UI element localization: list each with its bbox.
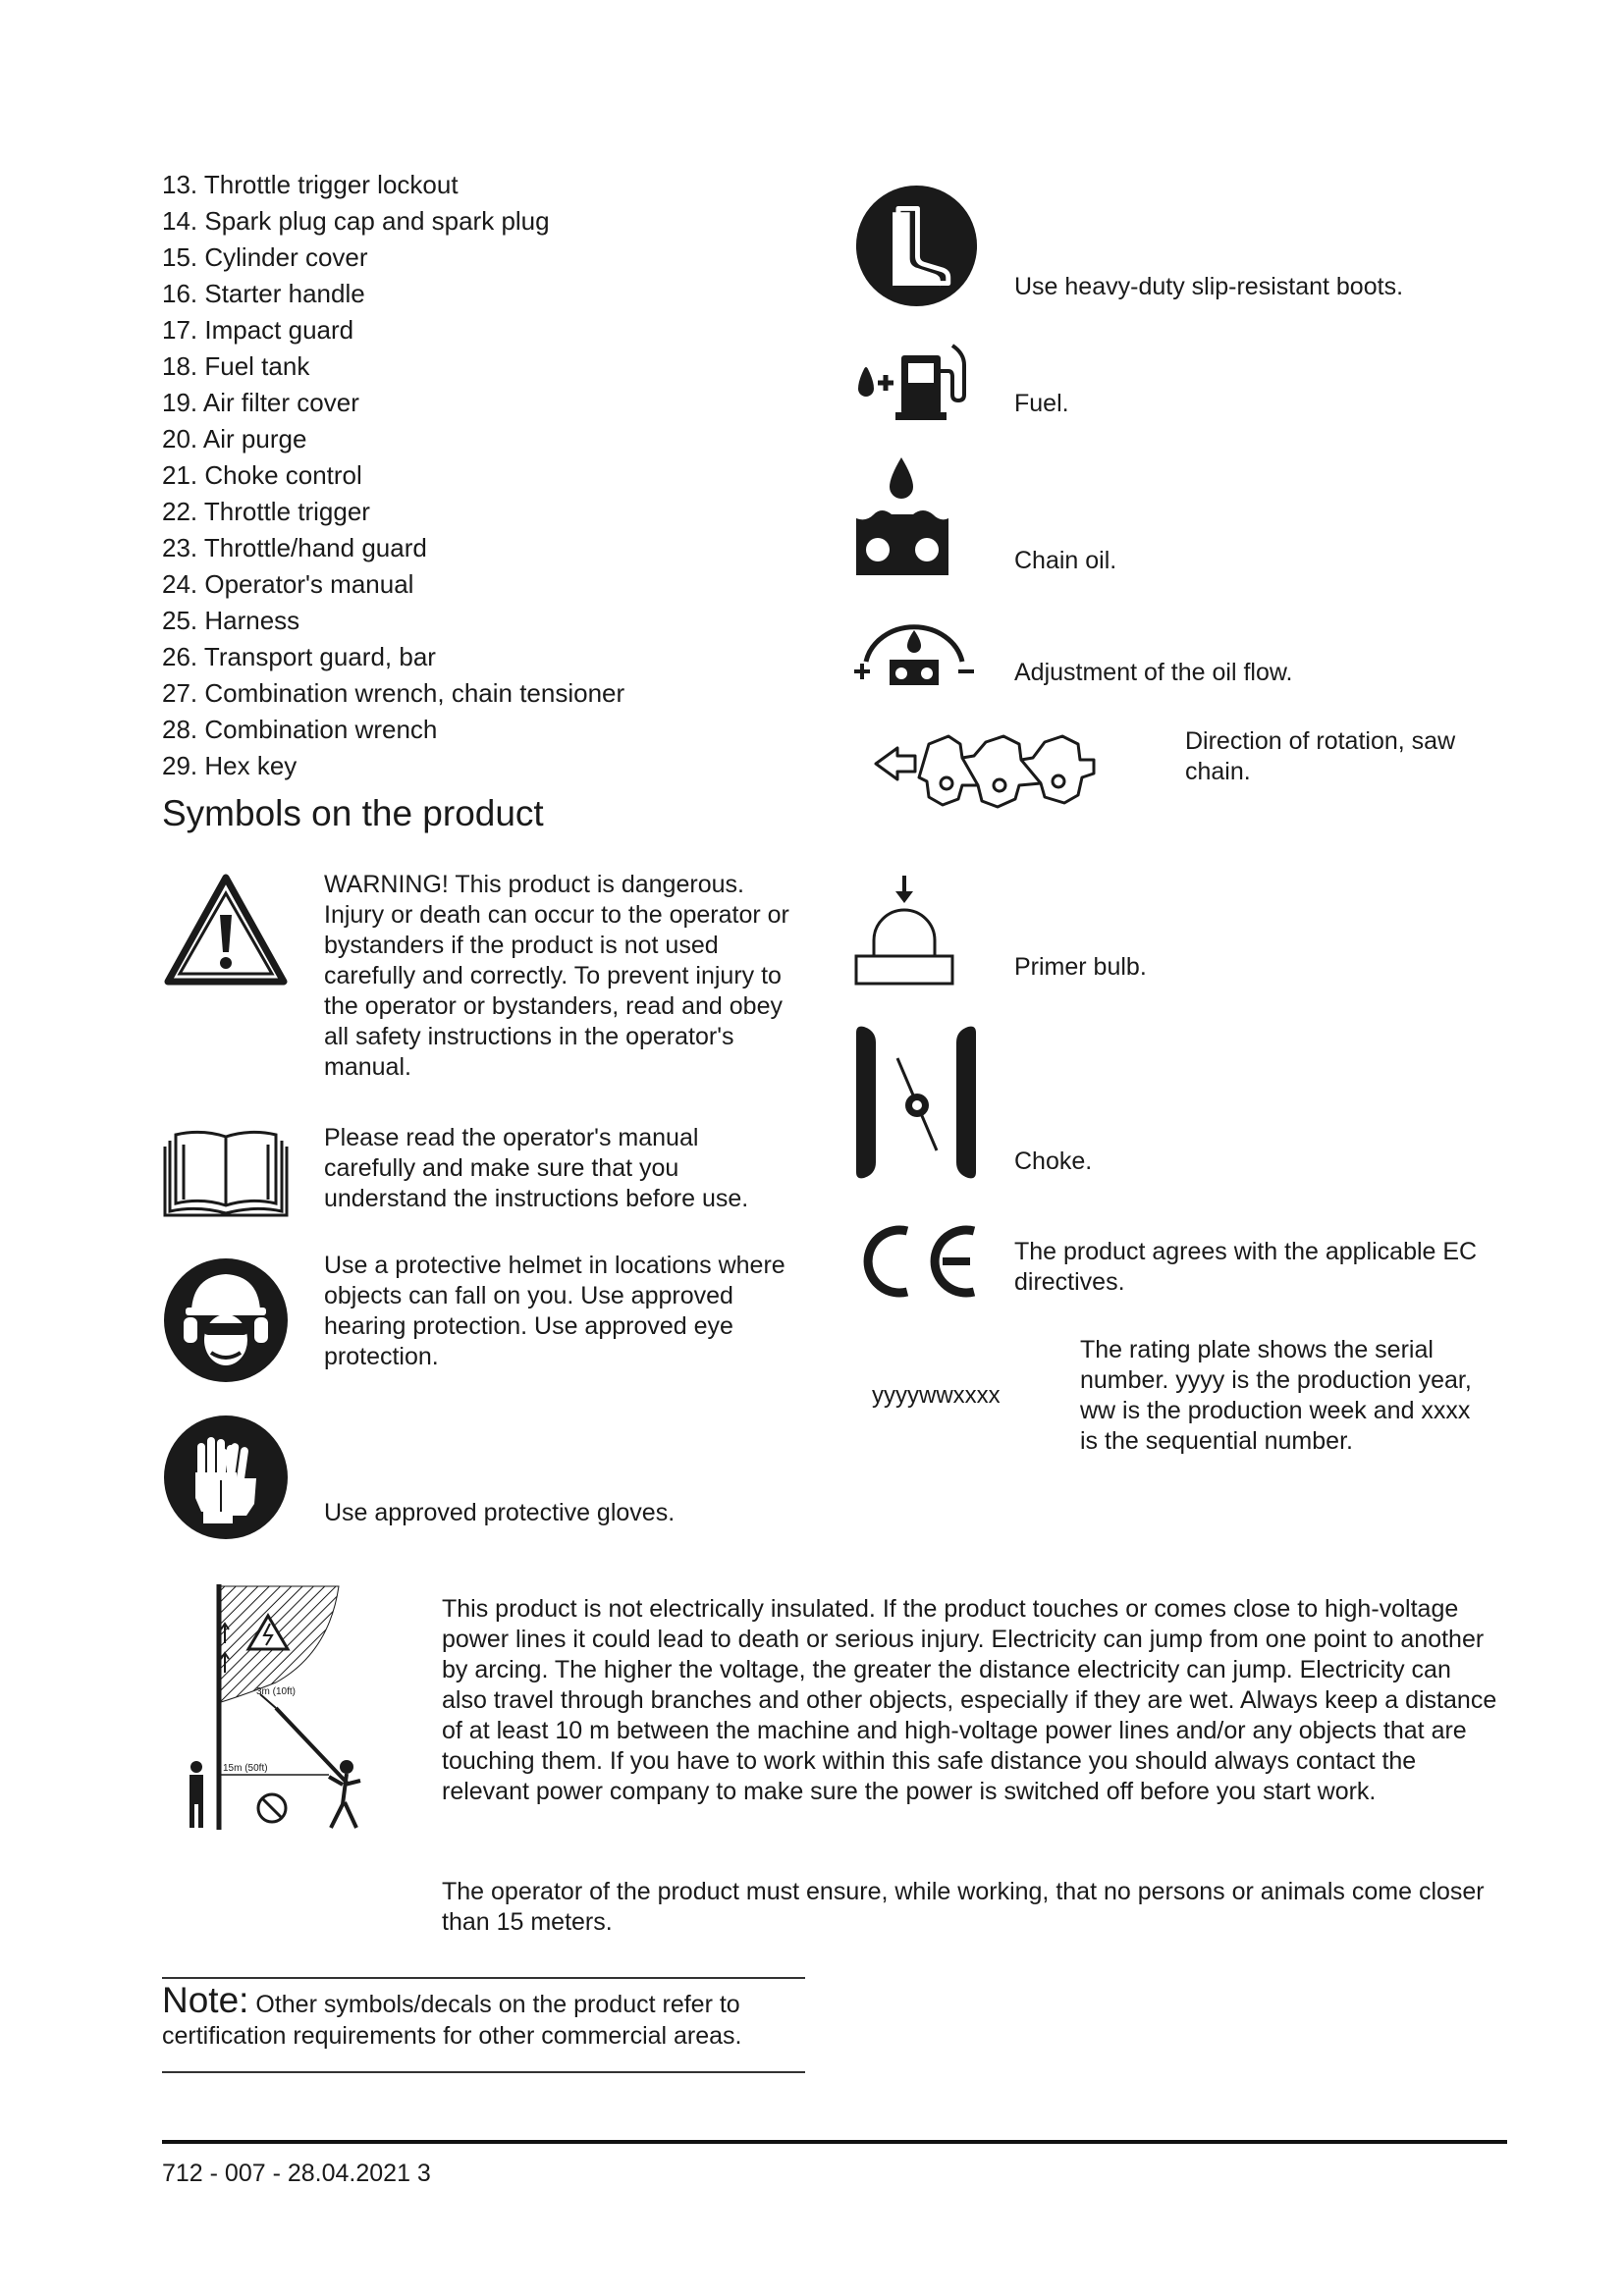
ce-mark-icon bbox=[852, 1221, 980, 1302]
choke-text: Choke. bbox=[1014, 1148, 1093, 1175]
electrical-warning-paragraph: This product is not electrically insulated. If the product touches or comes close to high-voltage power lines it could lead to death or serious injury. Electricity can jump from one point to another by arcing. The higher the voltage, the greater the distance electricity can jump. Electricity can also travel through branches and other objects, especially if they are wet. Always keep a distance of at least 10 m between the machine and high-voltage power lines and/or any objects that are touching them. If you have to work within this safe distance you should always contact the relevant power company to make sure the power is switched off before you start work. bbox=[442, 1595, 1497, 1805]
list-item: 14. Spark plug cap and spark plug bbox=[162, 206, 550, 236]
list-item: 19. Air filter cover bbox=[162, 388, 359, 417]
page-footer: 712 - 007 - 28.04.2021 3 bbox=[162, 2160, 431, 2187]
warning-text: WARNING! This product is dangerous. Injury or death can occur to the operator or bystanders if the product is not used carefully and correctly. To prevent injury to the operator or bystanders, read and obey all safety instructions in the operator's manual. bbox=[324, 871, 789, 1081]
primer-text: Primer bulb. bbox=[1014, 953, 1147, 981]
list-item: 24. Operator's manual bbox=[162, 569, 414, 599]
note-bottom-divider bbox=[162, 2071, 805, 2073]
chain-oil-text: Chain oil. bbox=[1014, 547, 1117, 574]
manual-text: Please read the operator's manual carefully and make sure that you understand the instructions before use. bbox=[324, 1124, 749, 1212]
chain-oil-icon bbox=[852, 454, 950, 581]
oil-flow-text: Adjustment of the oil flow. bbox=[1014, 659, 1293, 686]
gloves-icon bbox=[162, 1414, 290, 1541]
list-item: 25. Harness bbox=[162, 606, 300, 635]
warning-triangle-icon bbox=[162, 872, 290, 988]
footer-divider bbox=[162, 2140, 1507, 2144]
ce-text: The product agrees with the applicable EC directives. bbox=[1014, 1238, 1478, 1296]
open-book-icon bbox=[162, 1127, 290, 1217]
section-title: Symbols on the product bbox=[162, 793, 544, 833]
choke-icon bbox=[852, 1023, 980, 1182]
helmet-text: Use a protective helmet in locations where objects can fall on you. Use approved hearing protection. Use approved eye protection. bbox=[324, 1252, 785, 1370]
list-item: 23. Throttle/hand guard bbox=[162, 533, 427, 562]
list-item: 13. Throttle trigger lockout bbox=[162, 170, 459, 199]
list-item: 26. Transport guard, bar bbox=[162, 642, 436, 671]
fuel-icon bbox=[850, 342, 978, 422]
distance-paragraph: The operator of the product must ensure, while working, that no persons or animals come closer than 15 meters. bbox=[442, 1878, 1485, 1936]
note-text: Other symbols/decals on the product refer to certification requirements for other commercial areas. bbox=[162, 1991, 742, 2050]
chain-rotation-icon bbox=[872, 726, 1121, 817]
serial-code: yyyywwxxxx bbox=[872, 1382, 1001, 1409]
boots-icon bbox=[854, 184, 979, 308]
list-item: 28. Combination wrench bbox=[162, 715, 438, 744]
list-item: 27. Combination wrench, chain tensioner bbox=[162, 678, 625, 708]
list-item: 15. Cylinder cover bbox=[162, 242, 368, 272]
note-heading: Note: bbox=[162, 1980, 249, 2020]
rating-text: The rating plate shows the serial number. yyyy is the production year, ww is the production week and xxxx is the sequential number. bbox=[1080, 1336, 1472, 1455]
list-item: 21. Choke control bbox=[162, 460, 362, 490]
list-item: 18. Fuel tank bbox=[162, 351, 310, 381]
list-item: 29. Hex key bbox=[162, 751, 298, 780]
parts-list bbox=[162, 167, 790, 784]
boots-text: Use heavy-duty slip-resistant boots. bbox=[1014, 273, 1404, 300]
gloves-text: Use approved protective gloves. bbox=[324, 1499, 676, 1526]
near-distance-label: 3m (10ft) bbox=[256, 1686, 297, 1697]
list-item: 17. Impact guard bbox=[162, 315, 354, 345]
helmet-protection-icon bbox=[162, 1256, 290, 1384]
list-item: 20. Air purge bbox=[162, 424, 307, 454]
primer-bulb-icon bbox=[852, 874, 956, 989]
rotation-text: Direction of rotation, saw chain. bbox=[1185, 727, 1456, 785]
fuel-text: Fuel. bbox=[1014, 390, 1069, 417]
list-item: 16. Starter handle bbox=[162, 279, 365, 308]
power-line-distance-icon bbox=[182, 1584, 378, 1843]
note-box bbox=[162, 1980, 820, 2052]
far-distance-label: 15m (50ft) bbox=[223, 1763, 268, 1774]
oil-flow-adjustment-icon bbox=[850, 616, 978, 687]
list-item: 22. Throttle trigger bbox=[162, 497, 370, 526]
note-top-divider bbox=[162, 1977, 805, 1979]
